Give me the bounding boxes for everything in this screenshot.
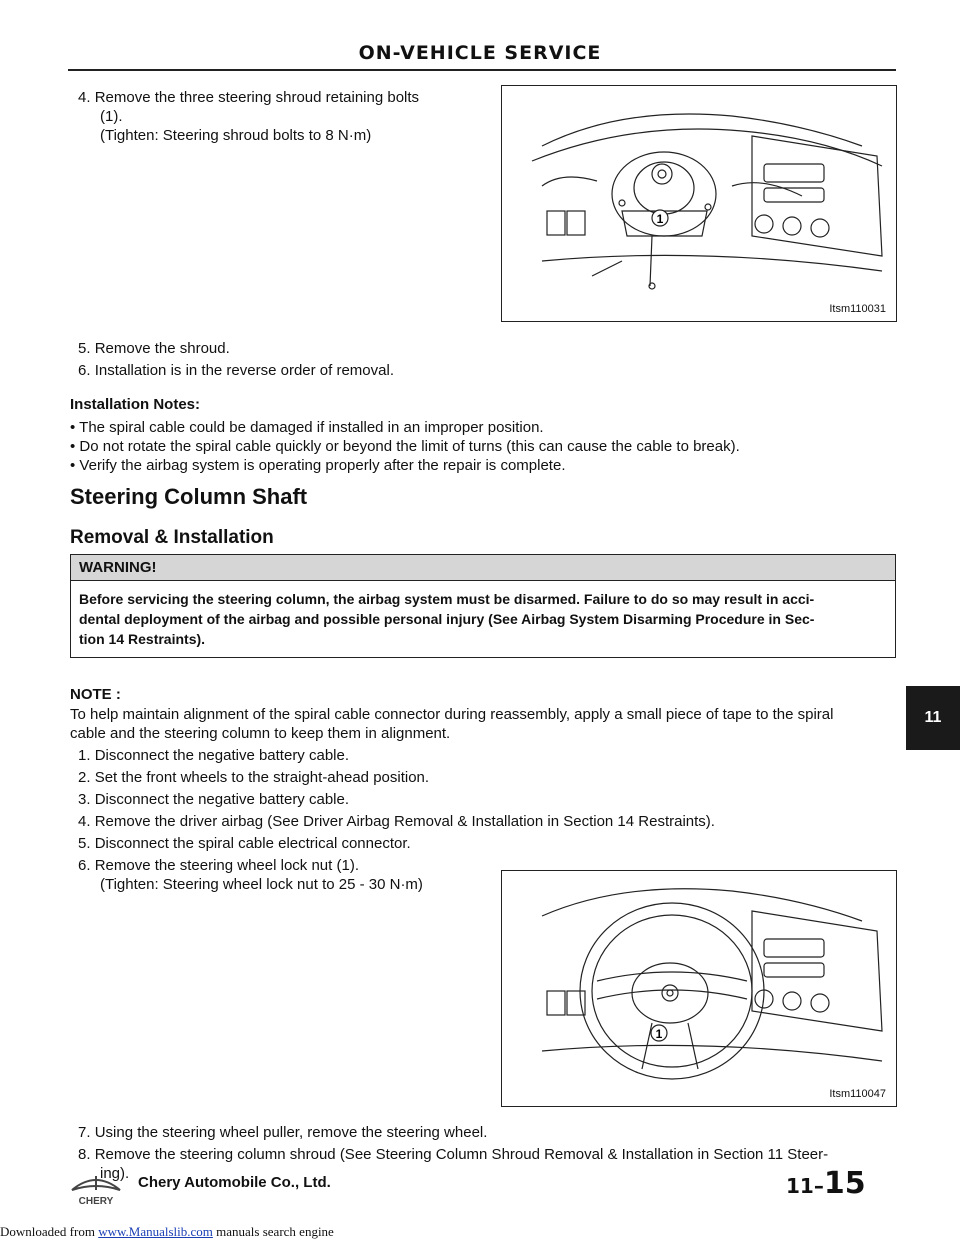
chery-logo — [66, 1168, 126, 1213]
list-item: 2. Set the front wheels to the straight-ahead position. — [78, 769, 430, 786]
page-header-title: ON-VEHICLE SERVICE — [358, 42, 602, 64]
list-item: 1. Disconnect the negative battery cable. — [78, 747, 350, 764]
steering-wheel-illustration — [502, 871, 896, 1106]
warning-title: WARNING! — [71, 555, 895, 581]
download-notice: Downloaded from www.Manualslib.com manuals search engine — [0, 1224, 334, 1239]
step-5: 5. Remove the shroud. — [78, 340, 230, 357]
installation-notes-title: Installation Notes: — [70, 396, 201, 413]
step-7: 7. Using the steering wheel puller, remove the steering wheel. — [78, 1124, 488, 1141]
step-4-remove-bolts: 4. Remove the three steering shroud retaining bolts (1). (Tighten: Steering shroud bolts to 8 N·m) — [78, 89, 420, 144]
manualslib-link[interactable]: www.Manualslib.com — [98, 1224, 213, 1239]
step-8: 8. Remove the steering column shroud (See Steering Column Shroud Removal & Installation in Section 11 Steer- ing). — [78, 1146, 829, 1182]
bullet-item: • The spiral cable could be damaged if installed in an improper position. — [70, 419, 544, 436]
note-text: To help maintain alignment of the spiral cable connector during reassembly, apply a small piece of tape to the spiral cable and the steering column to keep them in alignment. — [70, 706, 834, 742]
footer-brand: Chery Automobile Co., Ltd. — [138, 1174, 331, 1191]
figure1-label: Itsm110031 — [829, 303, 886, 315]
note-title: NOTE : — [70, 686, 121, 703]
warning-text: Before servicing the steering column, the airbag system must be disarmed. Failure to do so may result in acci- dental deployment of the airbag and possible personal injury (See Airbag System Disarming Procedure in Sec- tion 14 Restraints). — [79, 591, 815, 647]
list-item: 3. Disconnect the negative battery cable. — [78, 791, 350, 808]
warning-box — [70, 554, 896, 658]
subsection-title: Removal & Installation — [70, 527, 274, 548]
figure-steering-shroud — [501, 85, 897, 322]
bullet-item: • Verify the airbag system is operating properly after the repair is complete. — [70, 457, 566, 474]
step-6-tighten-note: (Tighten: Steering wheel lock nut to 25 - 30 N·m) — [100, 876, 423, 893]
list-item: 5. Disconnect the spiral cable electrical connector. — [78, 835, 411, 852]
section-title: Steering Column Shaft — [70, 484, 308, 509]
section-tab: 11 — [906, 686, 960, 750]
header-divider — [68, 69, 896, 71]
list-item: 4. Remove the driver airbag (See Driver Airbag Removal & Installation in Section 14 Restraints). — [78, 813, 715, 830]
step-6: 6. Installation is in the reverse order of removal. — [78, 362, 394, 379]
steering-shroud-illustration — [502, 86, 896, 321]
figure1-callout: 1 — [656, 212, 664, 226]
bullet-item: • Do not rotate the spiral cable quickly or beyond the limit of turns (this can cause the cable to break). — [70, 438, 740, 455]
svg-text:CHERY: CHERY — [78, 1196, 114, 1207]
figure2-label: Itsm110047 — [829, 1088, 886, 1100]
figure2-callout: 1 — [655, 1027, 663, 1041]
installation-notes-list — [70, 418, 900, 475]
list-item: 6. Remove the steering wheel lock nut (1). — [78, 857, 359, 874]
figure-steering-wheel — [501, 870, 897, 1107]
page-number: 11–15 — [786, 1166, 866, 1201]
